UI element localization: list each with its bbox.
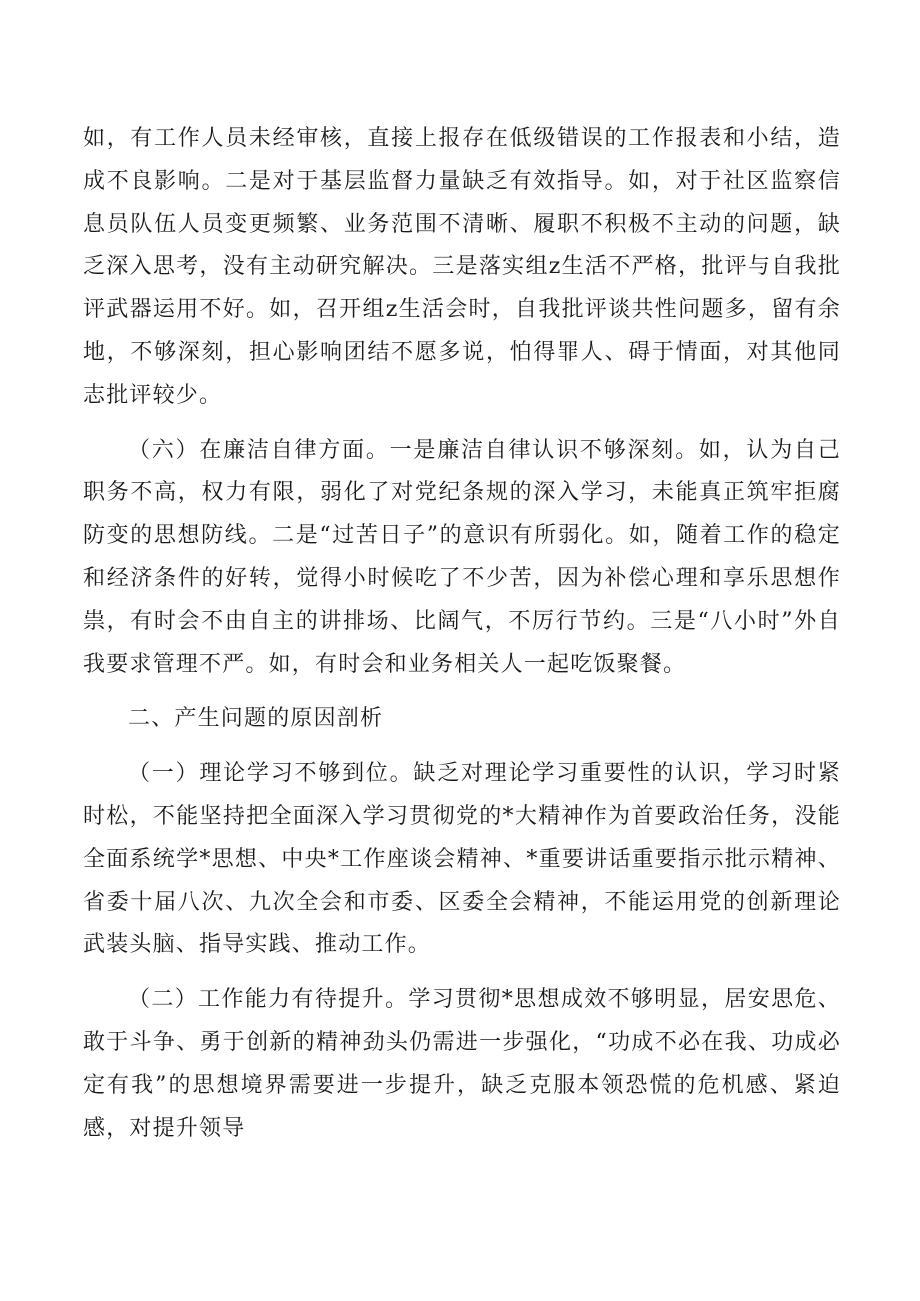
paragraph-work-ability: （二）工作能力有待提升。学习贯彻*思想成效不够明显，居安思危、敢于斗争、勇于创新的精神劲头仍需进一步强化，“功成不必在我、功成必定有我”的思想境界需要进一步提升，缺乏克服本领恐慌的危机感、紧迫感，对提升领导 xyxy=(83,987,841,1141)
document-body xyxy=(83,118,841,1162)
paragraph-integrity-self-discipline: （六）在廉洁自律方面。一是廉洁自律认识不够深刻。如，认为自己职务不高，权力有限，弱化了对党纪条规的深入学习，未能真正筑牢拒腐防变的思想防线。二是“过苦日子”的意识有所弱化。如，随着工作的稳定和经济条件的好转，觉得小时候吃了不少苦，因为补偿心理和享乐思想作祟，有时会不由自主的讲排场、比阔气，不厉行节约。三是“八小时”外自我要求管理不严。如，有时会和业务相关人一起吃饭聚餐。 xyxy=(83,437,841,677)
paragraph-theory-study: （一）理论学习不够到位。缺乏对理论学习重要性的认识，学习时紧时松，不能坚持把全面深入学习贯彻党的*大精神作为首要政治任务，没能全面系统学*思想、中央*工作座谈会精神、*重要讲话重要指示批示精神、省委十届八次、九次全会和市委、区委全会精神，不能运用党的创新理论武装头脑、指导实践、推动工作。 xyxy=(83,761,841,958)
section-heading-cause-analysis: 二、产生问题的原因剖析 xyxy=(128,706,384,732)
paragraph-leadership-issues: 如，有工作人员未经审核，直接上报存在低级错误的工作报表和小结，造成不良影响。二是对于基层监督力量缺乏有效指导。如，对于社区监察信息员队伍人员变更频繁、业务范围不清晰、履职不积极不主动的问题，缺乏深入思考，没有主动研究解决。三是落实组z生活不严格，批评与自我批评武器运用不好。如，召开组z生活会时，自我批评谈共性问题多，留有余地，不够深刻，担心影响团结不愿多说，怕得罪人、碍于情面，对其他同志批评较少。 xyxy=(83,126,841,408)
